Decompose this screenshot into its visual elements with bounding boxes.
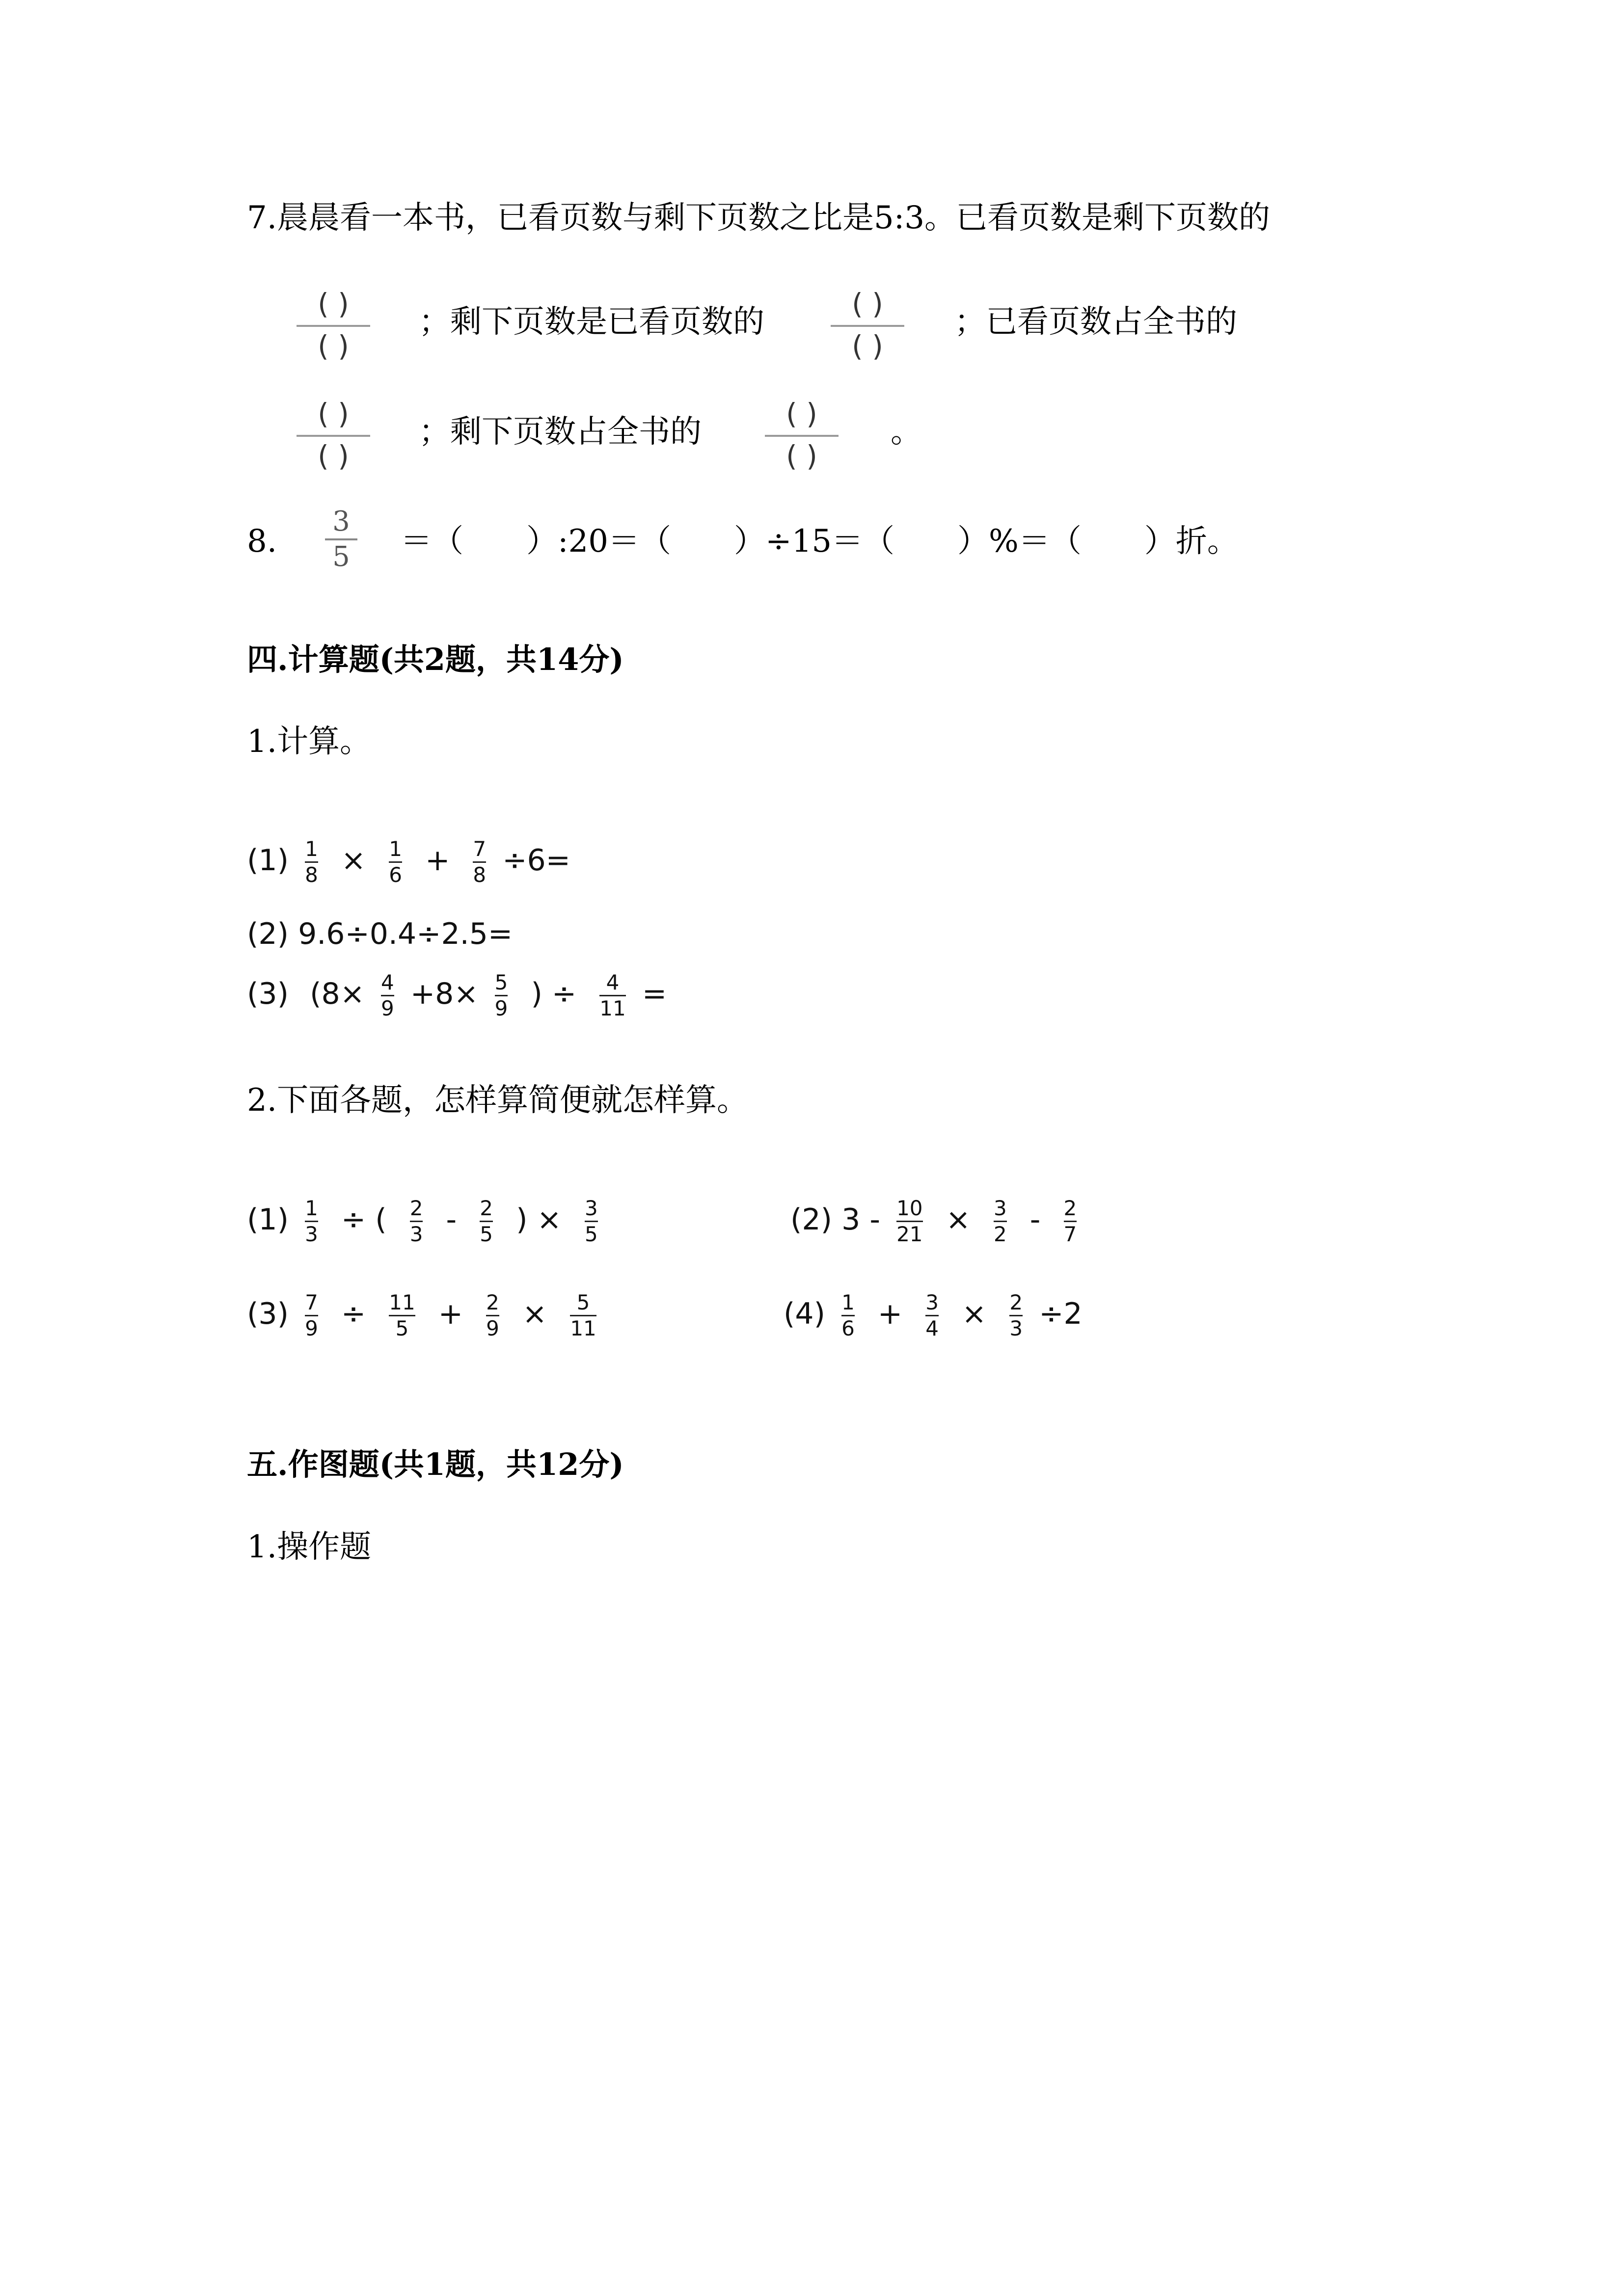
expr-tail: = bbox=[642, 977, 667, 1012]
fraction-numerator: 1 bbox=[841, 1290, 855, 1314]
q8-answer-line: ＝（ ）:20＝（ ）÷15＝（ ）%＝（ ）折。 bbox=[401, 523, 1239, 560]
expr-tag: (4) bbox=[784, 1297, 825, 1332]
blank-numerator: ( ) bbox=[318, 287, 349, 320]
fraction-denominator: 5 bbox=[584, 1222, 598, 1247]
q7-line1: 7.晨晨看一本书，已看页数与剩下页数之比是5:3。已看页数是剩下页数的 bbox=[247, 200, 1271, 236]
s4-q2-expr-2 bbox=[790, 1198, 1083, 1245]
q7-blank-fraction-4[interactable] bbox=[765, 397, 839, 478]
fraction-denominator: 9 bbox=[381, 996, 394, 1021]
operator: + bbox=[425, 843, 450, 878]
expr-tag: (1) bbox=[247, 1202, 289, 1237]
operator: × bbox=[962, 1297, 987, 1332]
s4-q2-label: 2.下面各题，怎样算简便就怎样算。 bbox=[247, 1082, 749, 1119]
q8-label: 8. bbox=[247, 523, 277, 560]
fraction bbox=[994, 1198, 1007, 1245]
fraction-numerator: 10 bbox=[896, 1196, 923, 1220]
fraction-numerator: 4 bbox=[381, 970, 394, 994]
blank-numerator: ( ) bbox=[786, 397, 817, 430]
fraction-bar bbox=[765, 435, 839, 437]
operator: × bbox=[946, 1202, 971, 1237]
fraction bbox=[410, 1198, 423, 1245]
operator: ÷ bbox=[341, 1297, 366, 1332]
fraction-numerator: 5 bbox=[576, 1290, 590, 1314]
fraction bbox=[1009, 1292, 1023, 1339]
blank-denominator: ( ) bbox=[786, 439, 817, 473]
fraction-denominator: 9 bbox=[305, 1316, 318, 1341]
fraction-bar bbox=[325, 538, 357, 540]
fraction-numerator: 3 bbox=[584, 1196, 598, 1220]
fraction-numerator: 2 bbox=[480, 1196, 493, 1220]
fraction bbox=[480, 1198, 493, 1245]
s4-q2-expr-3 bbox=[247, 1292, 603, 1339]
fraction-numerator: 1 bbox=[305, 1196, 318, 1220]
fraction-numerator: 11 bbox=[389, 1290, 415, 1314]
operator: - bbox=[1029, 1202, 1041, 1237]
fraction-numerator: 3 bbox=[993, 1196, 1007, 1220]
fraction-denominator: 11 bbox=[599, 996, 626, 1021]
fraction bbox=[389, 838, 402, 886]
expr-tail: ÷6= bbox=[502, 843, 570, 878]
fraction-numerator: 2 bbox=[1009, 1290, 1023, 1314]
fraction-denominator: 6 bbox=[389, 863, 402, 887]
fraction bbox=[305, 838, 318, 886]
q7-blank-fraction-3[interactable] bbox=[297, 397, 370, 478]
expr-tag: (1) bbox=[247, 843, 289, 878]
fraction-denominator: 2 bbox=[993, 1222, 1007, 1247]
operator: × bbox=[522, 1297, 547, 1332]
operator: ÷ ( bbox=[341, 1202, 387, 1237]
fraction bbox=[305, 1292, 318, 1339]
operator: ) ÷ bbox=[531, 977, 577, 1012]
s4-q1-label: 1.计算。 bbox=[247, 723, 372, 760]
fraction-denominator: 9 bbox=[494, 996, 508, 1021]
s4-q1-expr-3 bbox=[247, 972, 667, 1019]
expr-tag: (3) bbox=[247, 1297, 289, 1332]
fraction-denominator: 8 bbox=[473, 863, 487, 887]
fraction-numerator: 1 bbox=[305, 837, 318, 861]
fraction-denominator: 21 bbox=[896, 1222, 923, 1247]
fraction-denominator: 5 bbox=[480, 1222, 493, 1247]
s4-q2-expr-1 bbox=[247, 1198, 605, 1245]
q7-text-3: ；剩下页数占全书的 bbox=[419, 414, 702, 450]
fraction-numerator: 5 bbox=[494, 970, 508, 994]
fraction bbox=[1064, 1198, 1077, 1245]
fraction-denominator: 11 bbox=[570, 1316, 596, 1341]
fraction-numerator: 2 bbox=[486, 1290, 499, 1314]
fraction-numerator: 7 bbox=[305, 1290, 318, 1314]
q7-text-2: ；已看页数占全书的 bbox=[954, 304, 1237, 340]
fraction bbox=[896, 1198, 922, 1245]
fraction-bar bbox=[297, 435, 370, 437]
fraction-denominator: 6 bbox=[841, 1316, 855, 1341]
fraction-denominator: 4 bbox=[925, 1316, 939, 1341]
fraction-denominator: 5 bbox=[332, 541, 350, 573]
fraction-denominator: 7 bbox=[1063, 1222, 1077, 1247]
operator: × bbox=[341, 843, 366, 878]
q7-blank-fraction-2[interactable] bbox=[831, 287, 904, 368]
fraction bbox=[495, 972, 508, 1019]
fraction bbox=[486, 1292, 499, 1339]
section4-title: 四.计算题(共2题，共14分) bbox=[247, 641, 624, 677]
fraction-numerator: 7 bbox=[473, 837, 487, 861]
expr-lead: 3 - bbox=[841, 1202, 880, 1237]
s4-q2-expr-4 bbox=[784, 1292, 1083, 1339]
fraction-denominator: 8 bbox=[305, 863, 318, 887]
section5-title: 五.作图题(共1题，共12分) bbox=[247, 1446, 624, 1482]
fraction bbox=[841, 1292, 855, 1339]
q7-text-1: ；剩下页数是已看页数的 bbox=[419, 304, 764, 340]
fraction bbox=[305, 1198, 318, 1245]
s4-q1-expr-1 bbox=[247, 838, 570, 886]
blank-denominator: ( ) bbox=[852, 329, 883, 363]
fraction bbox=[925, 1292, 939, 1339]
expr-tag: (3) bbox=[247, 977, 289, 1012]
q8-fraction bbox=[325, 508, 357, 571]
blank-denominator: ( ) bbox=[318, 329, 349, 363]
fraction-denominator: 9 bbox=[486, 1316, 499, 1341]
fraction-numerator: 1 bbox=[389, 837, 402, 861]
fraction bbox=[599, 972, 625, 1019]
fraction-numerator: 2 bbox=[1063, 1196, 1077, 1220]
operator: - bbox=[446, 1202, 457, 1237]
fraction-numerator: 2 bbox=[409, 1196, 423, 1220]
fraction bbox=[473, 838, 486, 886]
fraction bbox=[389, 1292, 415, 1339]
operator: + bbox=[877, 1297, 903, 1332]
expr-mid: +8× bbox=[410, 977, 479, 1012]
blank-numerator: ( ) bbox=[852, 287, 883, 320]
fraction-numerator: 4 bbox=[606, 970, 620, 994]
blank-numerator: ( ) bbox=[318, 397, 349, 430]
fraction bbox=[570, 1292, 596, 1339]
fraction bbox=[381, 972, 394, 1019]
fraction bbox=[585, 1198, 598, 1245]
q7-blank-fraction-1[interactable] bbox=[297, 287, 370, 368]
fraction-numerator: 3 bbox=[332, 506, 350, 537]
blank-denominator: ( ) bbox=[318, 439, 349, 473]
fraction-denominator: 5 bbox=[395, 1316, 409, 1341]
expr-tail: ÷2 bbox=[1039, 1297, 1083, 1332]
operator: + bbox=[438, 1297, 463, 1332]
fraction-bar bbox=[831, 325, 904, 327]
fraction-denominator: 3 bbox=[1009, 1316, 1023, 1341]
s5-q1-label: 1.操作题 bbox=[247, 1529, 372, 1565]
fraction-numerator: 3 bbox=[925, 1290, 939, 1314]
fraction-denominator: 3 bbox=[409, 1222, 423, 1247]
fraction-bar bbox=[297, 325, 370, 327]
operator: ) × bbox=[516, 1202, 562, 1237]
fraction-denominator: 3 bbox=[305, 1222, 318, 1247]
q7-text-4: 。 bbox=[891, 414, 922, 450]
expr-tag: (2) bbox=[790, 1202, 832, 1237]
s4-q1-expr-2: (2) 9.6÷0.4÷2.5= bbox=[247, 917, 513, 951]
expr-lead: (8× bbox=[310, 977, 365, 1012]
